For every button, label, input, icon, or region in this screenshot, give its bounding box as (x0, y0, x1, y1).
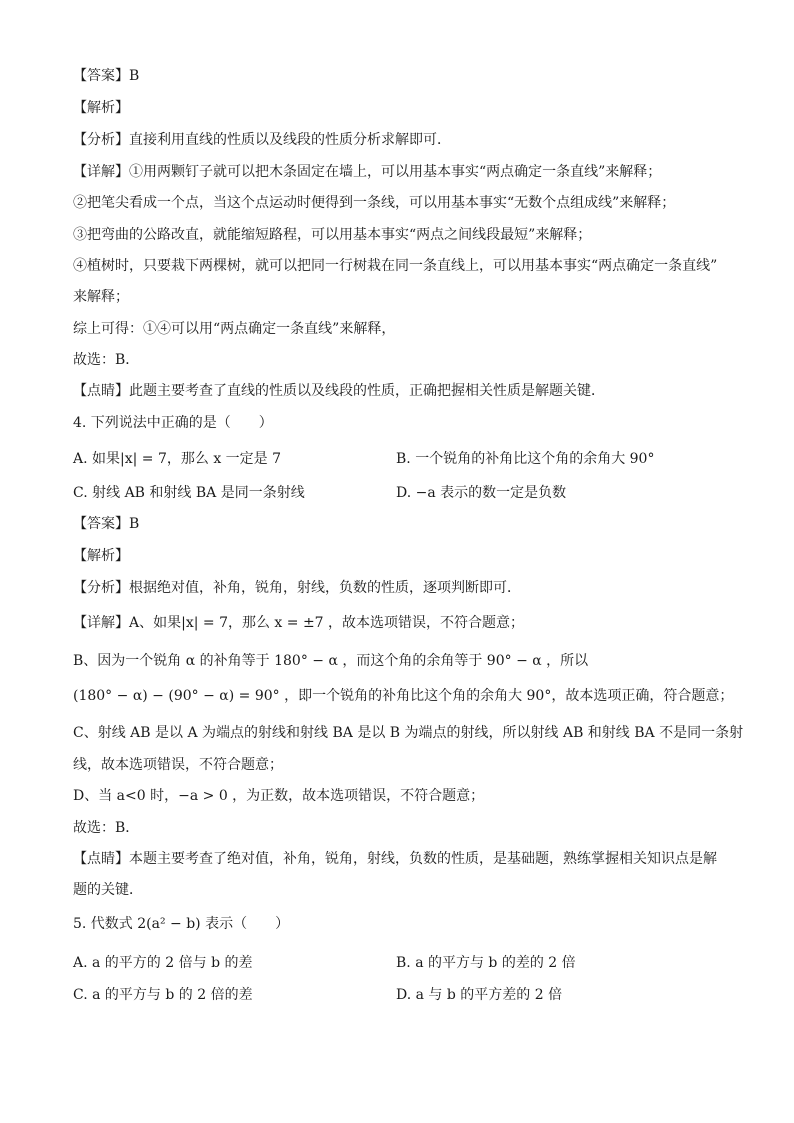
q4-analysis: 【分析】根据绝对值，补角，锐角，射线，负数的性质，逐项判断即可． (73, 580, 521, 596)
q4-option-b: B. 一个锐角的补角比这个角的余角大 90° (396, 451, 655, 467)
q4-option-a: A. 如果|x| = 7，那么 x 一定是 7 (73, 451, 282, 467)
q4-comment-1: 【点睛】本题主要考查了绝对值，补角，锐角，射线，负数的性质，是基础题，熟练掌握相关知识点是解 (73, 851, 717, 867)
q4-option-c: C. 射线 AB 和射线 BA 是同一条射线 (73, 485, 305, 501)
q3-answer: 【答案】B (73, 68, 140, 84)
q5-option-a: A. a 的平方的 2 倍与 b 的差 (73, 955, 253, 971)
q5-option-c: C. a 的平方与 b 的 2 倍的差 (73, 987, 253, 1003)
q4-detail-a: 【详解】A、如果|x| = 7，那么 x = ±7 ，故本选项错误，不符合题意； (73, 615, 525, 631)
q3-detail-4b: 来解释； (73, 289, 129, 305)
q3-analysis-label: 【解析】 (73, 100, 129, 116)
q3-comment: 【点睛】此题主要考查了直线的性质以及线段的性质，正确把握相关性质是解题关键． (73, 383, 605, 399)
q3-summary: 综上可得：①④可以用“两点确定一条直线”来解释， (73, 321, 396, 337)
q5-option-d: D. a 与 b 的平方差的 2 倍 (396, 987, 563, 1003)
q5-option-b: B. a 的平方与 b 的差的 2 倍 (396, 955, 576, 971)
q4-detail-b1: B、因为一个锐角 α 的补角等于 180° − α ，而这个角的余角等于 90° − α ，所以 (73, 653, 589, 669)
q3-detail-1: 【详解】①用两颗钉子就可以把木条固定在墙上，可以用基本事实“两点确定一条直线”来解释； (73, 164, 662, 180)
q4-answer: 【答案】B (73, 516, 140, 532)
q4-detail-c1: C、射线 AB 是以 A 为端点的射线和射线 BA 是以 B 为端点的射线，所以射线 AB 和射线 BA 不是同一条射 (73, 725, 744, 741)
q4-stem: 4. 下列说法中正确的是（ ） (73, 415, 273, 431)
q4-analysis-label: 【解析】 (73, 548, 129, 564)
q4-detail-b2: (180° − α) − (90° − α) = 90° ，即一个锐角的补角比这个角的余角大 90°，故本选项正确，符合题意； (73, 688, 734, 704)
q4-detail-c2: 线，故本选项错误，不符合题意； (73, 757, 283, 773)
q3-choice: 故选：B． (73, 352, 140, 368)
q3-detail-4a: ④植树时，只要栽下两棵树，就可以把同一行树栽在同一条直线上，可以用基本事实“两点确定一条直线” (73, 258, 718, 274)
q5-stem: 5. 代数式 2(a² − b) 表示（ ） (73, 916, 290, 932)
q4-option-d: D. −a 表示的数一定是负数 (396, 485, 567, 501)
q4-detail-d: D、当 a<0 时，−a > 0 ，为正数，故本选项错误，不符合题意； (73, 788, 485, 804)
q3-detail-2: ②把笔尖看成一个点，当这个点运动时便得到一条线，可以用基本事实“无数个点组成线”来解释； (73, 195, 676, 211)
q4-choice: 故选：B． (73, 820, 140, 836)
q4-comment-2: 题的关键． (73, 882, 143, 898)
q3-analysis: 【分析】直接利用直线的性质以及线段的性质分析求解即可． (73, 132, 451, 148)
q3-detail-3: ③把弯曲的公路改直，就能缩短路程，可以用基本事实“两点之间线段最短”来解释； (73, 227, 592, 243)
